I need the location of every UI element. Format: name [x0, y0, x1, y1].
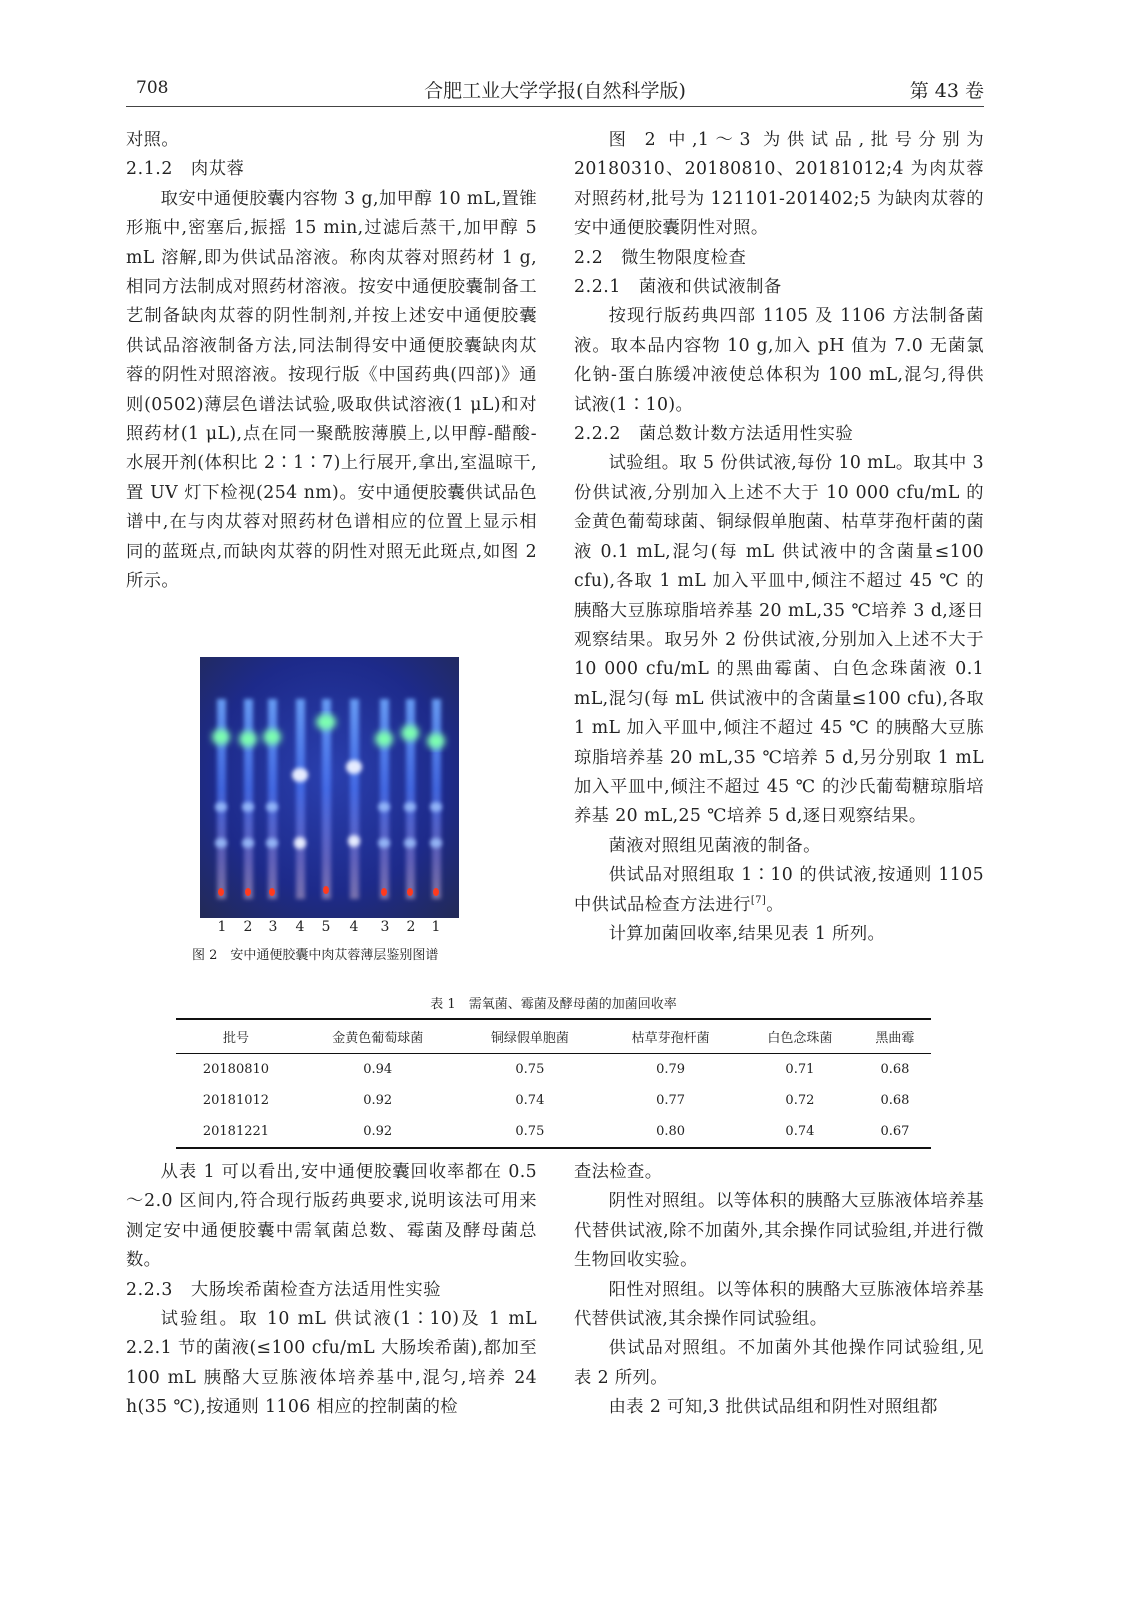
- lane-label: 1: [431, 919, 441, 935]
- table-cell: 0.67: [859, 1116, 931, 1148]
- table-cell: 0.94: [363, 1062, 393, 1077]
- paragraph: 菌液对照组见菌液的制备。: [608, 835, 821, 856]
- column-header: 金黄色葡萄球菌: [296, 1019, 460, 1054]
- running-header: [126, 76, 984, 107]
- column-header: 铜绿假单胞菌: [460, 1019, 601, 1054]
- paragraph: 图 2 中,1～3 为供试品,批号分别为 20180310、20180810、20181012;4 为肉苁蓉对照药材,批号为 121101-201402;5 为缺肉苁蓉的安中通便胶囊阴性对照。: [574, 130, 984, 239]
- paragraph: 试验组。取 10 mL 供试液(1∶10)及 1 mL 2.2.1 节的菌液(≤100 cfu/mL 大肠埃希菌),都加至 100 mL 胰酪大豆胨液体培养基中,混匀,培养 24 h(35 ℃),按通则 1106 相应的控制菌的检: [126, 1309, 537, 1418]
- table-cell: 20181221: [176, 1116, 296, 1148]
- lane-label: 3: [380, 919, 390, 935]
- paragraph-text: 。: [766, 894, 784, 915]
- section-heading-2-2: 2.2 微生物限度检查: [574, 247, 747, 268]
- section-heading-2-2-3: 2.2.3 大肠埃希菌检查方法适用性实验: [126, 1279, 442, 1300]
- table-cell: 0.68: [880, 1062, 910, 1077]
- paragraph: 计算加菌回收率,结果见表 1 所列。: [608, 923, 886, 944]
- table-cell: 0.75: [515, 1062, 545, 1077]
- table-cell: 20181012: [202, 1093, 270, 1108]
- figure-caption: 图 2 安中通便胶囊中肉苁蓉薄层鉴别图谱: [192, 948, 439, 963]
- left-column-bottom: [126, 1158, 537, 1423]
- paragraph: 供试品对照组。不加菌外其他操作同试验组,见表 2 所列。: [574, 1338, 984, 1388]
- left-column-top: [126, 126, 537, 597]
- column-header: 枯草芽孢杆菌: [600, 1019, 741, 1054]
- table-row: [176, 1085, 931, 1116]
- lane-label: 2: [406, 919, 416, 935]
- table-row: [176, 1116, 931, 1148]
- tlc-figure: [200, 657, 459, 918]
- table-row: [176, 1054, 931, 1086]
- paragraph: 由表 2 可知,3 批供试品组和阴性对照组都: [608, 1397, 938, 1418]
- right-column-top: [574, 126, 984, 949]
- lane-label: 4: [349, 919, 359, 935]
- section-heading-2-2-1: 2.2.1 菌液和供试液制备: [574, 277, 782, 298]
- lane-label: 1: [217, 919, 227, 935]
- section-heading-2-1-2: 2.1.2 肉苁蓉: [126, 159, 245, 180]
- table-cell: 0.77: [656, 1093, 686, 1108]
- paragraph: 查法检查。: [574, 1162, 663, 1182]
- table-cell: 20180810: [202, 1062, 270, 1077]
- paragraph: 按现行版药典四部 1105 及 1106 方法制备菌液。取本品内容物 10 g,加入 pH 值为 7.0 无菌氯化钠-蛋白胨缓冲液使总体积为 100 mL,混匀,得供试液(1∶10)。: [574, 306, 984, 415]
- table-cell: 0.71: [785, 1062, 815, 1077]
- lane-label: 4: [295, 919, 305, 935]
- tlc-plate-image: [200, 657, 459, 918]
- paragraph: 阳性对照组。以等体积的胰酪大豆胨液体培养基代替供试液,其余操作同试验组。: [574, 1279, 984, 1330]
- paragraph: 从表 1 可以看出,安中通便胶囊回收率都在 0.5～2.0 区间内,符合现行版药典要求,说明该法可用来测定安中通便胶囊中需氧菌总数、霉菌及酵母菌总数。: [126, 1162, 537, 1271]
- table-cell: 0.68: [880, 1093, 910, 1108]
- table-caption: 表 1 需氧菌、霉菌及酵母菌的加菌回收率: [430, 997, 677, 1012]
- paragraph: 试验组。取 5 份供试液,每份 10 mL。取其中 3 份供试液,分别加入上述不大于 10 000 cfu/mL 的金黄色葡萄球菌、铜绿假单胞菌、枯草芽孢杆菌的菌液 0.1 mL,混匀(每 mL 供试液中的含菌量≤100 cfu),各取 1 mL 加入平皿中,倾注不超过 45 ℃ 的胰酪大豆胨琼脂培养基 20 mL,35 ℃培养 3 d,逐日观察结果。取另外 2 份供试液,分别加入上述不大于 10 000 cfu/mL 的黑曲霉菌、白色念珠菌液 0.1 mL,混匀(每 mL 供试液中的含菌量≤100 cfu),各取 1 mL 加入平皿中,倾注不超过 45 ℃ 的胰酪大豆胨琼脂培养基 20 mL,35 ℃培养 5 d,另分别取 1 mL 加入平皿中,倾注不超过 45 ℃ 的沙氏葡萄糖琼脂培养基 20 mL,25 ℃培养 5 d,逐日观察结果。: [574, 453, 984, 827]
- citation-reference: [7]: [750, 894, 767, 906]
- recovery-table: [176, 1018, 931, 1149]
- paragraph: 阴性对照组。以等体积的胰酪大豆胨液体培养基代替供试液,除不加菌外,其余操作同试验组,并进行微生物回收实验。: [574, 1191, 984, 1271]
- lane-labels: [200, 919, 459, 939]
- paragraph: 对照。: [126, 130, 180, 150]
- table-cell: 0.75: [460, 1116, 601, 1148]
- lane-label: 3: [268, 919, 278, 935]
- lane-label: 2: [243, 919, 253, 935]
- paragraph: [574, 861, 984, 920]
- table-cell: 0.80: [600, 1116, 741, 1148]
- table-cell: 0.92: [363, 1093, 393, 1108]
- column-header: 白色念珠菌: [741, 1019, 859, 1054]
- table-header-row: [176, 1019, 931, 1054]
- column-header: 黑曲霉: [859, 1019, 931, 1054]
- journal-title: 合肥工业大学学报(自然科学版): [424, 80, 686, 102]
- paragraph-text: 供试品对照组取 1∶10 的供试液,按通则 1105 中供试品检查方法进行: [574, 865, 984, 915]
- lane-label: 5: [321, 919, 331, 935]
- column-header: 批号: [176, 1019, 296, 1054]
- table-cell: 0.79: [656, 1062, 686, 1077]
- right-column-bottom: [574, 1158, 984, 1423]
- volume-label: 第 43 卷: [909, 80, 984, 102]
- table-cell: 0.74: [515, 1093, 545, 1108]
- table-cell: 0.92: [296, 1116, 460, 1148]
- paragraph: 取安中通便胶囊内容物 3 g,加甲醇 10 mL,置锥形瓶中,密塞后,振摇 15 min,过滤后蒸干,加甲醇 5 mL 溶解,即为供试品溶液。称肉苁蓉对照药材 1 g,相同方法制成对照药材溶液。按安中通便胶囊制备工艺制备缺肉苁蓉的阴性制剂,并按上述安中通便胶囊供试品溶液制备方法,同法制得安中通便胶囊缺肉苁蓉的阴性对照溶液。按现行版《中国药典(四部)》通则(0502)薄层色谱法试验,吸取供试溶液(1 μL)和对照药材(1 μL),点在同一聚酰胺薄膜上,以甲醇-醋酸-水展开剂(体积比 2∶1∶7)上行展开,拿出,室温晾干,置 UV 灯下检视(254 nm)。安中通便胶囊供试品色谱中,在与肉苁蓉对照药材色谱相应的位置上显示相同的蓝斑点,而缺肉苁蓉的阴性对照无此斑点,如图 2 所示。: [126, 188, 537, 592]
- table-cell: 0.74: [741, 1116, 859, 1148]
- page-number: 708: [136, 78, 169, 98]
- section-heading-2-2-2: 2.2.2 菌总数计数方法适用性实验: [574, 424, 854, 445]
- table-cell: 0.72: [785, 1093, 815, 1108]
